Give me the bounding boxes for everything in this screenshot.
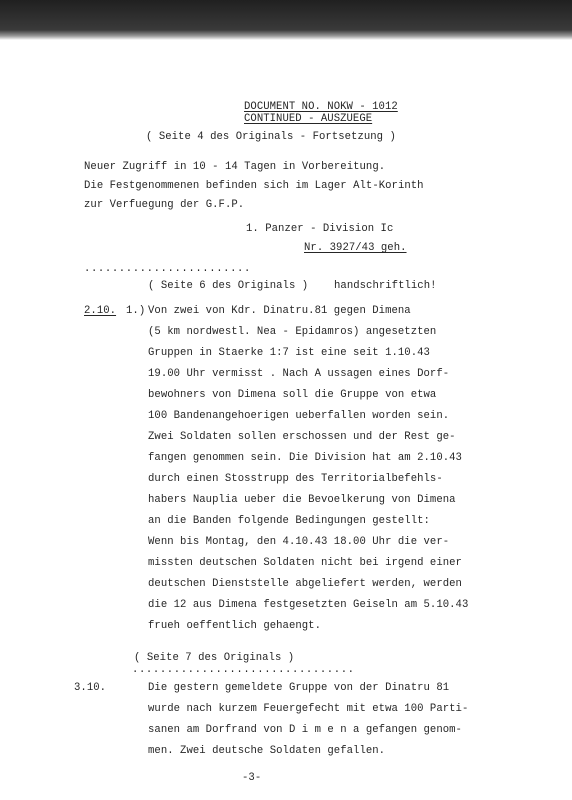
entry-line: die 12 aus Dimena festgesetzten Geiseln am 5.10.43 <box>148 599 469 611</box>
entry-line: men. Zwei deutsche Soldaten gefallen. <box>148 745 386 757</box>
entry-date: 3.10. <box>74 682 107 694</box>
page6-note: ( Seite 6 des Originals ) <box>148 280 309 292</box>
entry-line: fangen genommen sein. Die Division hat am 2.10.43 <box>148 452 462 464</box>
entry-line: an die Banden folgende Bedingungen gestellt: <box>148 515 430 527</box>
entry-line: Von zwei von Kdr. Dinatru.81 gegen Dimena <box>148 305 411 317</box>
page-number: -3- <box>242 772 262 784</box>
entry-line: sanen am Dorfrand von D i m e n a gefangen genom- <box>148 724 462 736</box>
entry-line: Die gestern gemeldete Gruppe von der Dinatru 81 <box>148 682 450 694</box>
page7-note: ( Seite 7 des Originals ) <box>134 652 295 664</box>
entry-line: Gruppen in Staerke 1:7 ist eine seit 1.10.43 <box>148 347 430 359</box>
reference-number: Nr. 3927/43 geh. <box>304 242 407 254</box>
entry-date: 2.10. <box>84 305 117 317</box>
entry-line: Wenn bis Montag, den 4.10.43 18.00 Uhr die ver- <box>148 536 450 548</box>
entry-line: deutschen Dienststelle abgeliefert werden, werden <box>148 578 462 590</box>
handwritten-note: handschriftlich! <box>334 280 437 292</box>
division-line: 1. Panzer - Division Ic <box>246 223 394 235</box>
entry-line: Zwei Soldaten sollen erschossen und der Rest ge- <box>148 431 456 443</box>
entry-line: durch einen Stosstrupp des Territorialbefehls- <box>148 473 443 485</box>
entry-item-number: 1.) <box>126 305 146 317</box>
continued-label: CONTINUED - AUSZUEGE <box>244 113 373 125</box>
text-line: Neuer Zugriff in 10 - 14 Tagen in Vorbereitung. <box>84 161 386 173</box>
entry-line: missten deutschen Soldaten nicht bei irgend einer <box>148 557 462 569</box>
text-line: zur Verfuegung der G.F.P. <box>84 199 245 211</box>
entry-line: frueh oeffentlich gehaengt. <box>148 620 321 632</box>
document-number: DOCUMENT NO. NOKW - 1012 <box>244 101 398 113</box>
separator-dots: ........................ <box>84 263 251 275</box>
page4-note: ( Seite 4 des Originals - Fortsetzung ) <box>146 131 396 143</box>
entry-line: (5 km nordwestl. Nea - Epidamros) angesetzten <box>148 326 437 338</box>
document-page <box>0 40 572 800</box>
entry-line: habers Nauplia ueber die Bevoelkerung von Dimena <box>148 494 456 506</box>
entry-line: bewohners von Dimena soll die Gruppe von etwa <box>148 389 437 401</box>
text-line: Die Festgenommenen befinden sich im Lager Alt-Korinth <box>84 180 424 192</box>
entry-line: 100 Bandenangehoerigen ueberfallen worden sein. <box>148 410 450 422</box>
page7-dots: ................................ <box>132 664 355 676</box>
scan-dark-edge <box>0 0 572 40</box>
entry-line: 19.00 Uhr vermisst . Nach A ussagen eines Dorf- <box>148 368 450 380</box>
entry-line: wurde nach kurzem Feuergefecht mit etwa 100 Parti- <box>148 703 469 715</box>
